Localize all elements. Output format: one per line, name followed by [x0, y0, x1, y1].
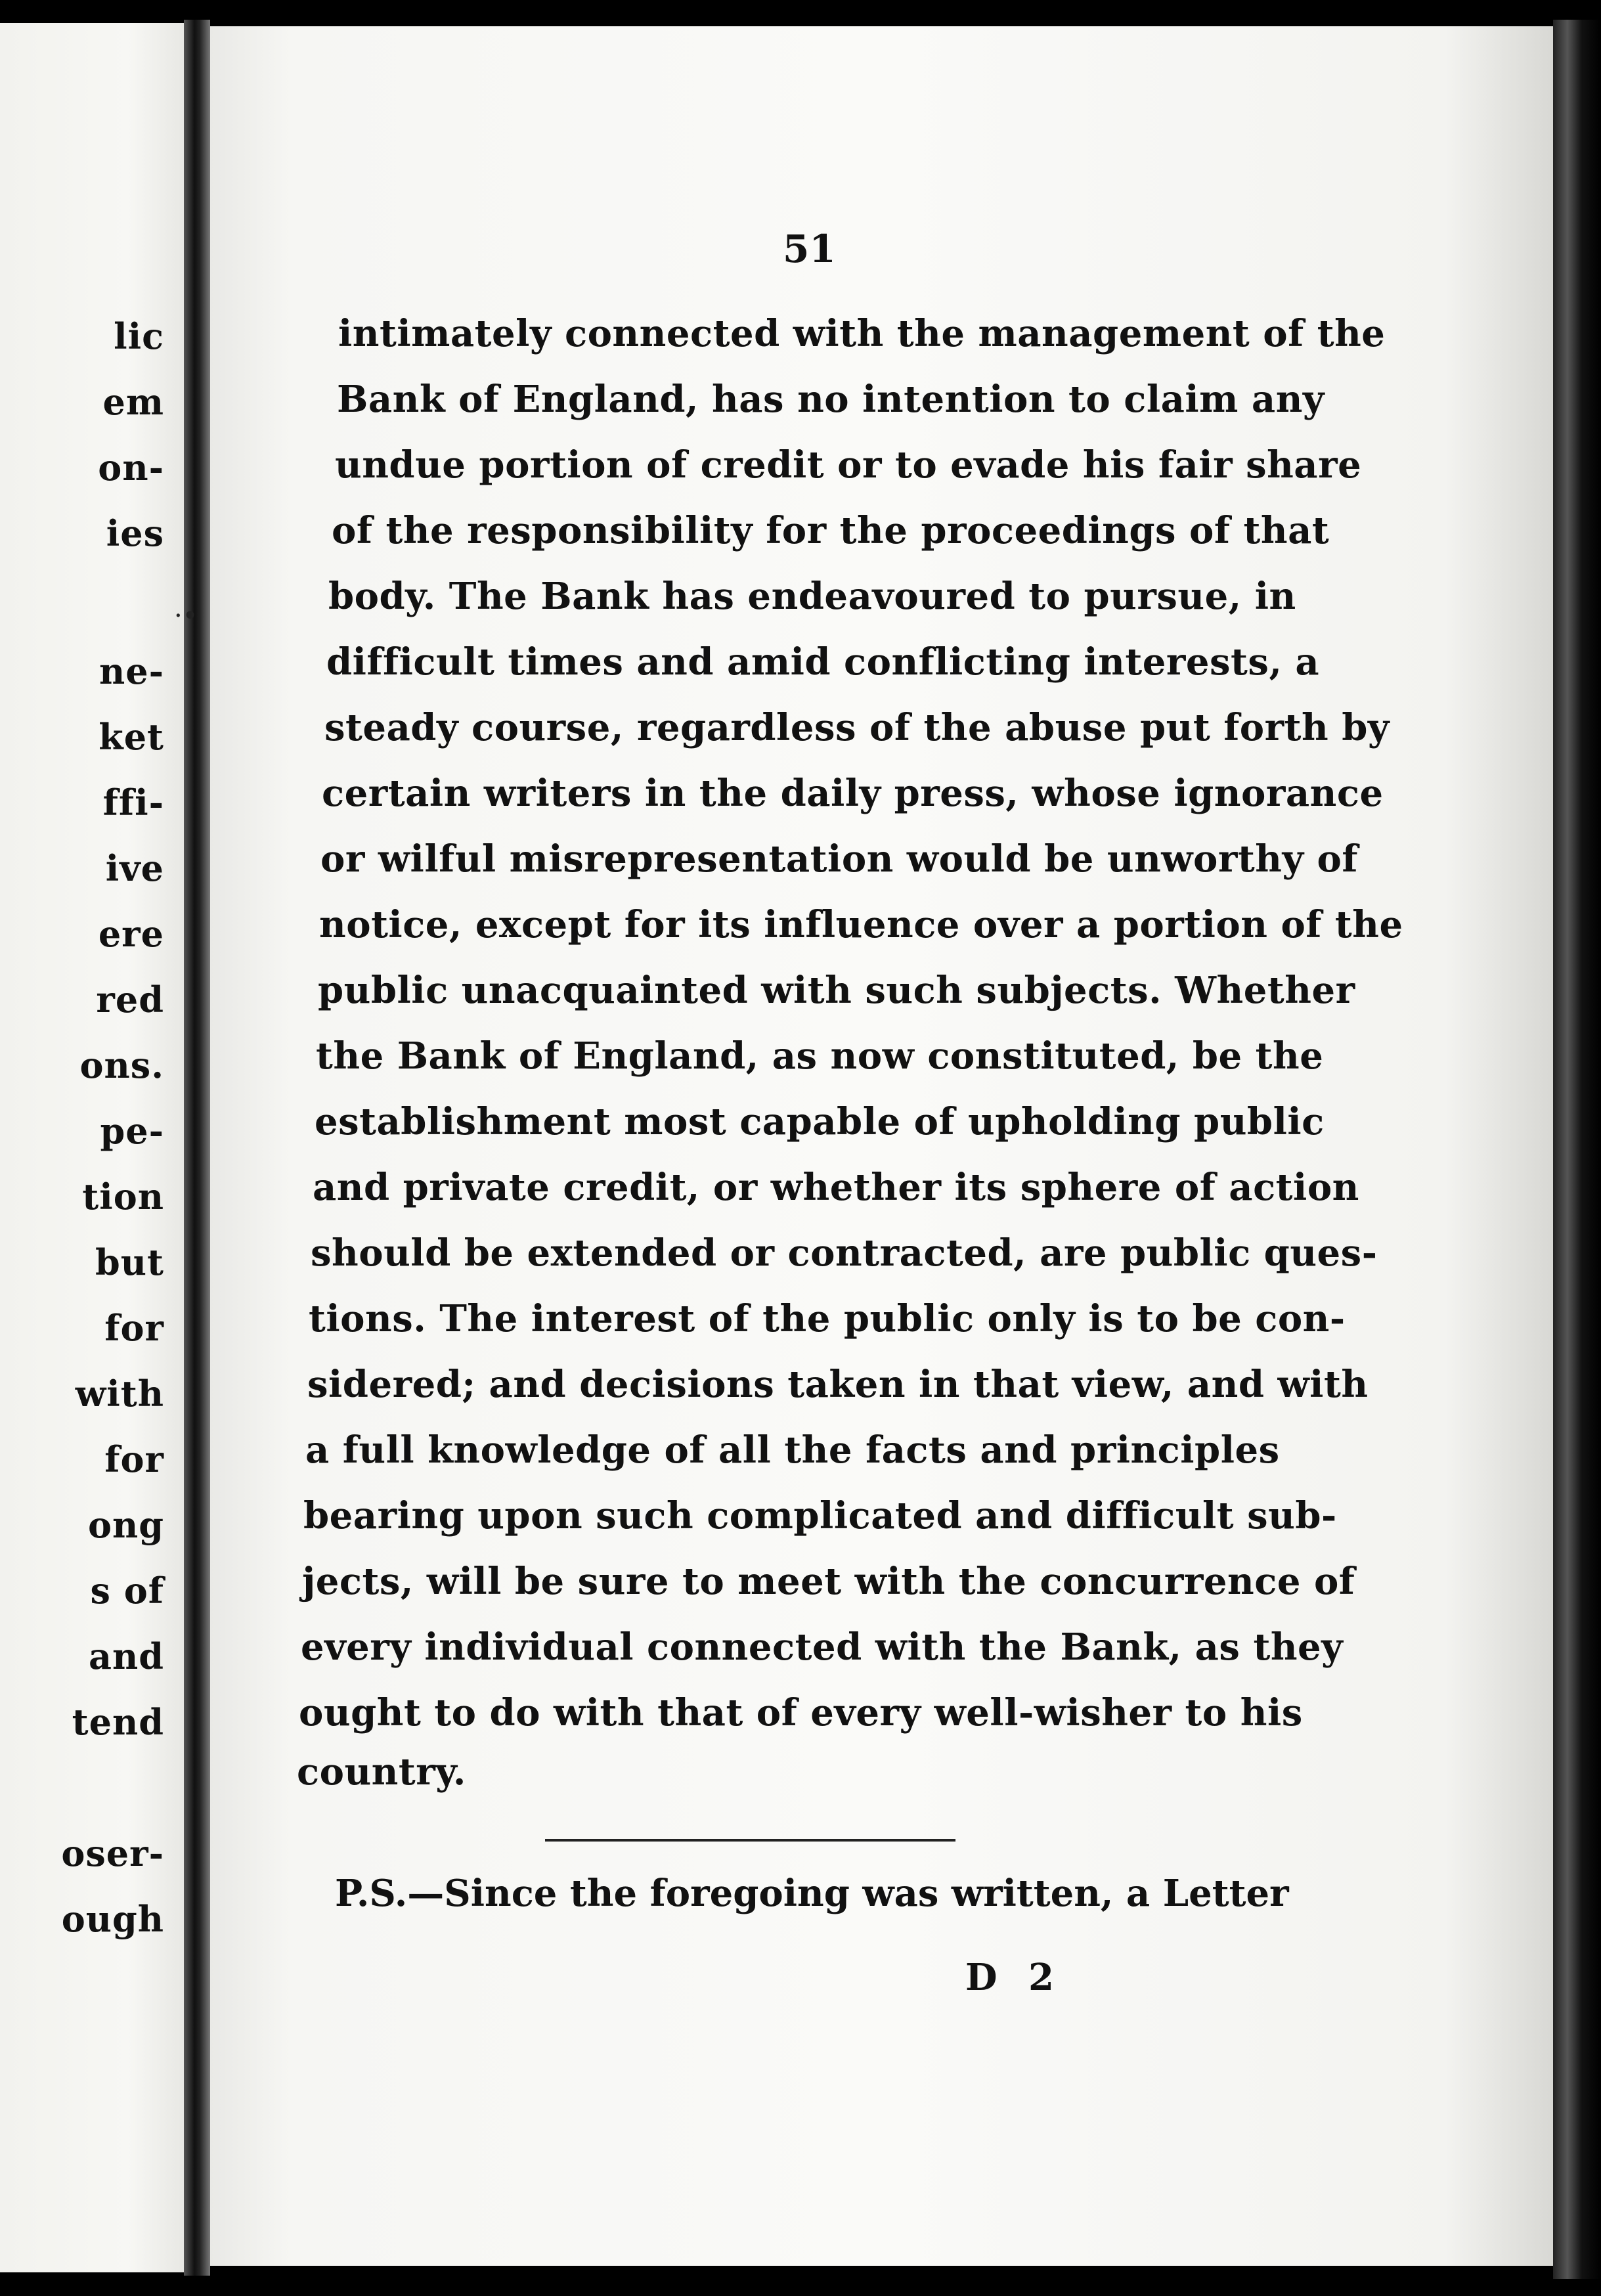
left-line-fragment: with	[75, 1373, 164, 1415]
body-line: certain writers in the daily press, whose ignorance	[322, 772, 1384, 815]
left-line-fragment: ong	[87, 1504, 164, 1546]
left-line-fragment: on-	[98, 447, 164, 489]
left-line-fragment: ere	[98, 913, 164, 955]
body-line: the Bank of England, as now constituted, be the	[316, 1034, 1324, 1078]
left-line-fragment: tion	[82, 1176, 164, 1218]
left-line-fragment: ons.	[79, 1044, 164, 1086]
body-line: public unacquainted with such subjects. Whether	[318, 969, 1355, 1012]
left-line-fragment: ough	[61, 1898, 164, 1940]
left-line-fragment: but	[95, 1241, 164, 1283]
body-line: notice, except for its influence over a portion of the	[319, 903, 1403, 946]
section-rule	[545, 1839, 955, 1842]
body-line: body. The Bank has endeavoured to pursue, in	[328, 575, 1296, 618]
left-line-fragment: and	[88, 1635, 164, 1677]
postscript-line: P.S.—Since the foregoing was written, a Letter	[335, 1872, 1289, 1915]
body-line: Bank of England, has no intention to claim any	[337, 378, 1325, 421]
left-line-fragment: ies	[106, 512, 164, 554]
left-line-fragment: pe-	[100, 1110, 164, 1152]
body-line: bearing upon such complicated and difficult sub-	[303, 1494, 1337, 1537]
body-line: every individual connected with the Bank, as they	[301, 1625, 1344, 1669]
margin-mark: ·•	[174, 601, 198, 631]
left-line-fragment: em	[102, 381, 164, 423]
left-line-fragment: for	[104, 1307, 164, 1349]
left-line-fragment: s of	[90, 1570, 164, 1612]
left-line-fragment: for	[104, 1438, 164, 1480]
left-line-fragment: ffi-	[102, 782, 164, 824]
left-line-fragment: tend	[72, 1701, 164, 1743]
body-line: steady course, regardless of the abuse put forth by	[324, 706, 1390, 749]
signature-mark: D 2	[965, 1956, 1064, 1999]
body-line: of the responsibility for the proceedings of that	[332, 509, 1330, 552]
left-line-fragment: ive	[105, 847, 164, 889]
left-line-fragment: ne-	[99, 650, 164, 692]
left-line-fragment: lic	[114, 315, 164, 357]
left-line-fragment: red	[96, 979, 164, 1021]
book-gutter	[184, 20, 210, 2276]
body-line: sidered; and decisions taken in that view, and with	[307, 1363, 1369, 1406]
body-line: ought to do with that of every well-wisher to his	[299, 1691, 1303, 1734]
body-line: establishment most capable of upholding public	[315, 1100, 1325, 1143]
body-line: undue portion of credit or to evade his fair share	[335, 443, 1362, 487]
body-line: tions. The interest of the public only is to be con-	[309, 1297, 1346, 1340]
body-line: or wilful misrepresentation would be unworthy of	[320, 837, 1358, 881]
body-line: and private credit, or whether its sphere of action	[313, 1166, 1359, 1209]
left-line-fragment: oser-	[61, 1832, 164, 1874]
left-page-fragment	[0, 23, 184, 2272]
page-edge-shadow	[1553, 20, 1601, 2279]
body-line: a full knowledge of all the facts and principles	[305, 1428, 1280, 1472]
right-page	[210, 26, 1553, 2266]
body-line: should be extended or contracted, are public ques-	[311, 1231, 1378, 1275]
body-line: intimately connected with the management of the	[338, 312, 1386, 355]
left-line-fragment: ket	[99, 716, 164, 758]
body-line: jects, will be sure to meet with the concurrence of	[302, 1560, 1355, 1603]
body-line: country.	[297, 1750, 466, 1794]
body-line: difficult times and amid conflicting interests, a	[326, 640, 1320, 684]
page-number: 51	[783, 227, 836, 271]
